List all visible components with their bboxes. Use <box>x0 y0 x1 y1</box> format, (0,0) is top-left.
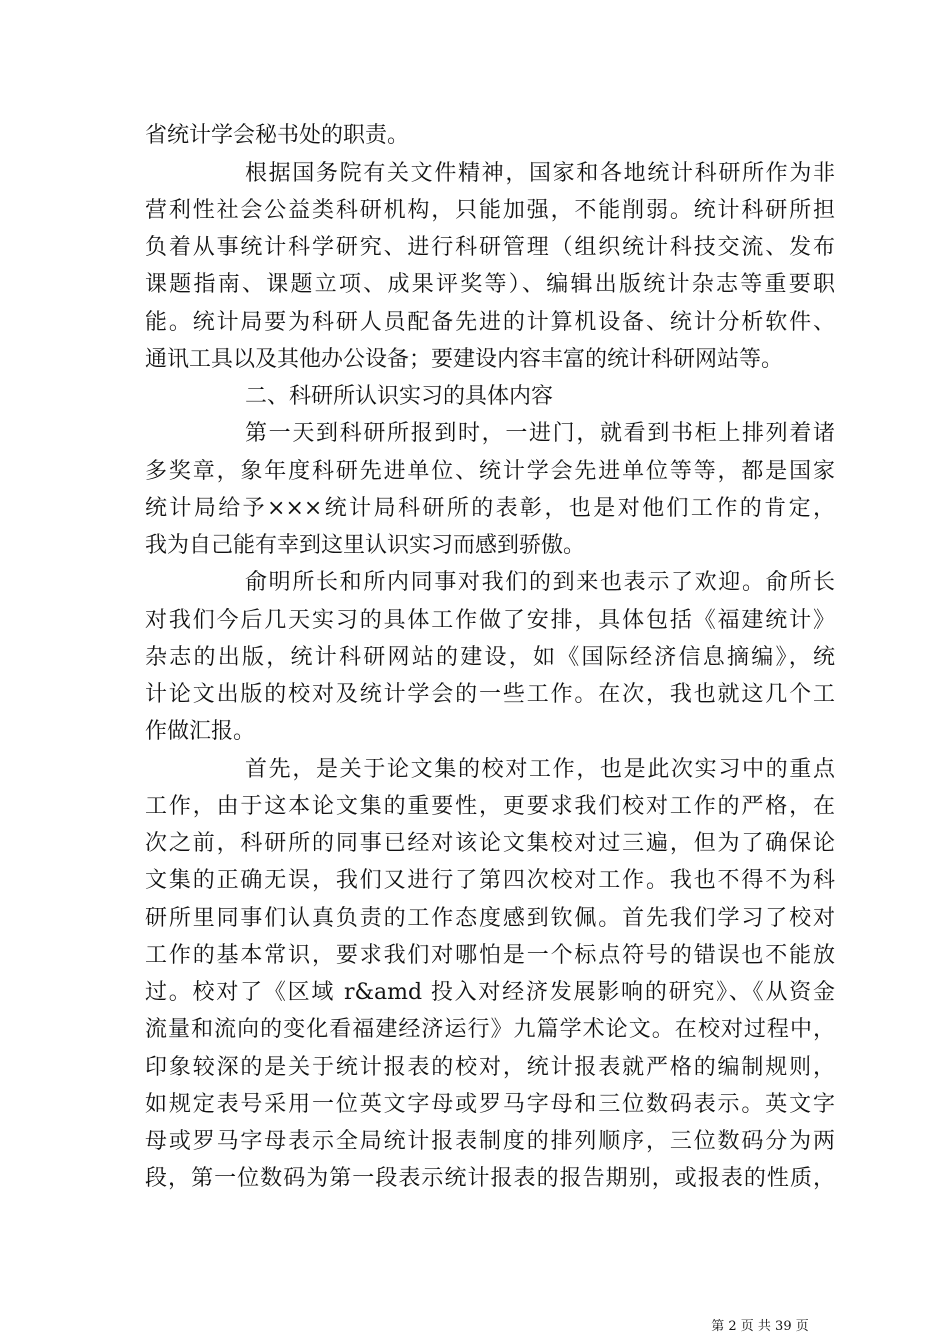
text-line: 次之前，科研所的同事已经对该论文集校对过三遍，但为了确保论 <box>145 831 835 856</box>
text-line: 能。统计局要为科研人员配备先进的计算机设备、统计分析软件、 <box>145 310 835 335</box>
text-line: 营利性社会公益类科研机构，只能加强，不能削弱。统计科研所担 <box>145 198 835 223</box>
text-line: 课题指南、课题立项、成果评奖等）、编辑出版统计杂志等重要职 <box>145 272 835 297</box>
text-line: 工作，由于这本论文集的重要性，更要求我们校对工作的严格，在 <box>145 794 835 819</box>
text-line: 统计局给予×××统计局科研所的表彰，也是对他们工作的肯定， <box>145 496 835 521</box>
text-line: 文集的正确无误，我们又进行了第四次校对工作。我也不得不为科 <box>145 868 835 893</box>
paragraph-first-line: 第一天到科研所报到时，一进门，就看到书柜上排列着诸 <box>245 421 835 446</box>
paragraph-first-line: 俞明所长和所内同事对我们的到来也表示了欢迎。俞所长 <box>245 570 835 595</box>
text-line: 研所里同事们认真负责的工作态度感到钦佩。首先我们学习了校对 <box>145 906 835 931</box>
text-line: 杂志的出版，统计科研网站的建设，如《国际经济信息摘编》，统 <box>145 645 835 670</box>
paragraph-first-line: 首先，是关于论文集的校对工作，也是此次实习中的重点 <box>245 757 835 782</box>
text-line: 过。校对了《区域 r&amd 投入对经济发展影响的研究》、《从资金 <box>145 980 835 1005</box>
text-line: 省统计学会秘书处的职责。 <box>145 123 410 148</box>
text-line: 我为自己能有幸到这里认识实习而感到骄傲。 <box>145 533 586 558</box>
text-line: 如规定表号采用一位英文字母或罗马字母和三位数码表示。英文字 <box>145 1092 835 1117</box>
text-line: 对我们今后几天实习的具体工作做了安排，具体包括《福建统计》 <box>145 608 835 633</box>
text-line: 计论文出版的校对及统计学会的一些工作。在次，我也就这几个工 <box>145 682 835 707</box>
text-line: 母或罗马字母表示全局统计报表制度的排列顺序，三位数码分为两 <box>145 1129 835 1154</box>
text-line: 工作的基本常识，要求我们对哪怕是一个标点符号的错误也不能放 <box>145 943 835 968</box>
page-number-footer: 第 2 页 共 39 页 <box>711 1319 809 1334</box>
text-line: 段，第一位数码为第一段表示统计报表的报告期别，或报表的性质， <box>145 1166 835 1191</box>
text-line: 印象较深的是关于统计报表的校对，统计报表就严格的编制规则， <box>145 1055 835 1080</box>
paragraph-first-line: 根据国务院有关文件精神，国家和各地统计科研所作为非 <box>245 161 835 186</box>
text-line: 流量和流向的变化看福建经济运行》九篇学术论文。在校对过程中， <box>145 1017 835 1042</box>
text-line: 通讯工具以及其他办公设备；要建设内容丰富的统计科研网站等。 <box>145 347 784 372</box>
text-line: 作做汇报。 <box>145 719 256 744</box>
section-heading: 二、科研所认识实习的具体内容 <box>245 384 554 409</box>
text-line: 多奖章，象年度科研先进单位、统计学会先进单位等等，都是国家 <box>145 459 835 484</box>
text-line: 负着从事统计科学研究、进行科研管理（组织统计科技交流、发布 <box>145 235 835 260</box>
